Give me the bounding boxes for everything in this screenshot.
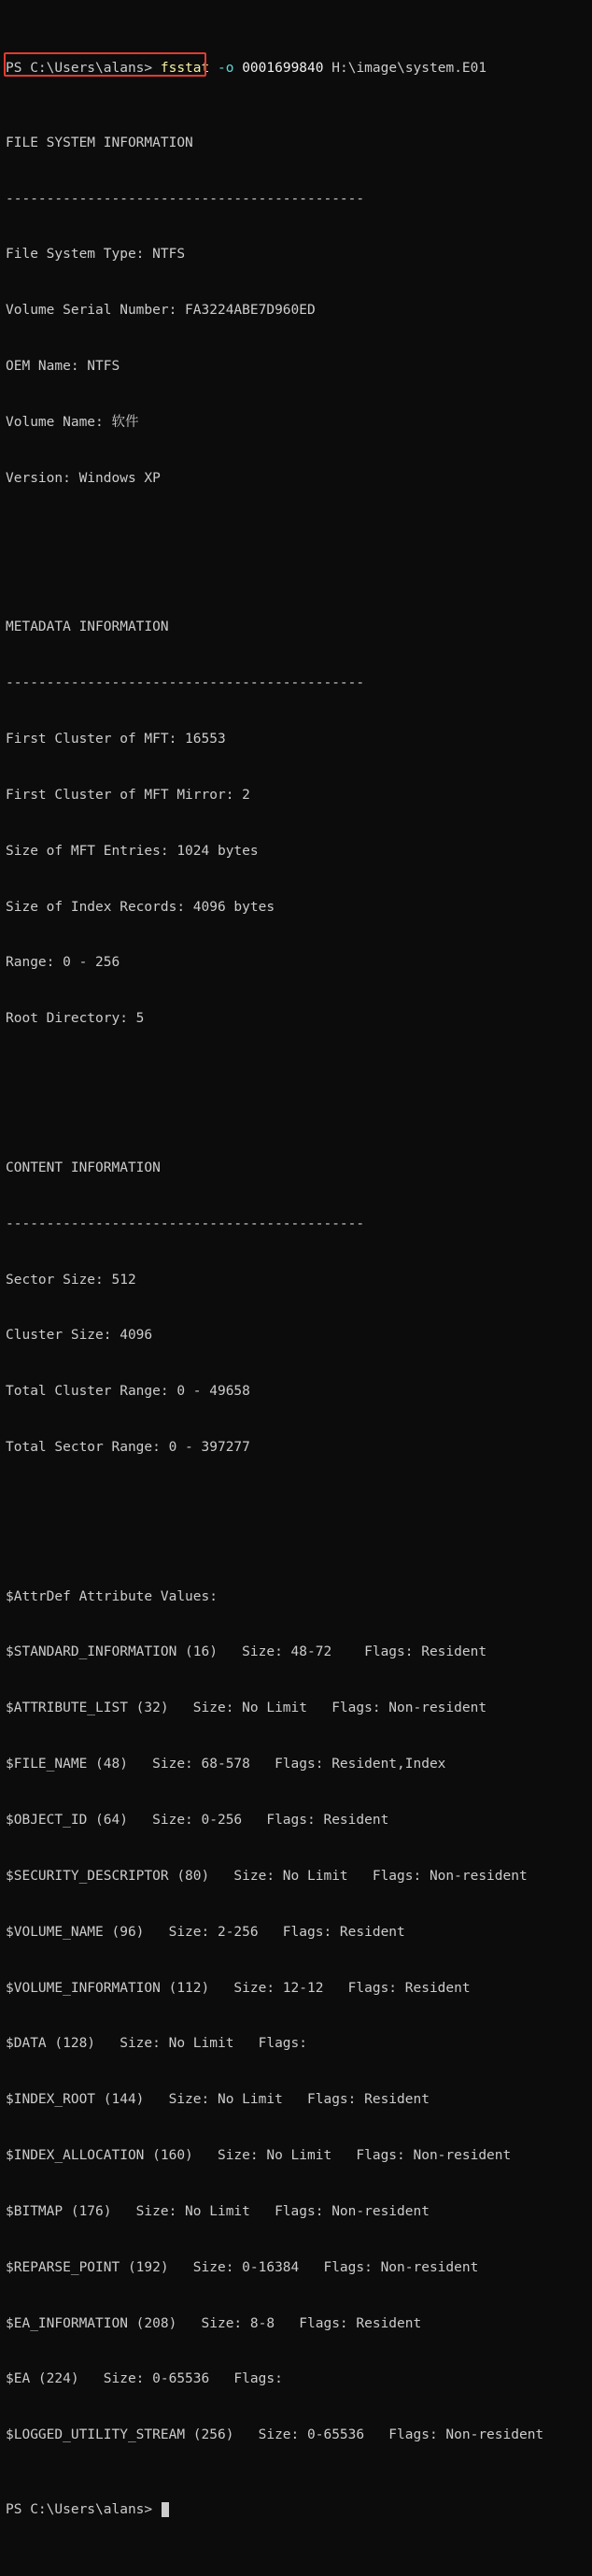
final-prompt-text: PS C:\Users\alans> (6, 2502, 161, 2518)
command-name: fsstat (160, 60, 210, 76)
attrdef-row: $LOGGED_UTILITY_STREAM (256) Size: 0-65536 Flags: Non-resident (6, 2427, 544, 2443)
final-prompt-line[interactable] (6, 2501, 586, 2520)
command-line (6, 60, 586, 78)
content-info-cluster-range: Total Cluster Range: 0 - 49658 (6, 1384, 250, 1400)
content-info-sector-range: Total Sector Range: 0 - 397277 (6, 1440, 250, 1456)
meta-info-index-record-size: Size of Index Records: 4096 bytes (6, 899, 275, 915)
attrdef-row: $REPARSE_POINT (192) Size: 0-16384 Flags: Non-resident (6, 2259, 479, 2275)
attrdef-row: $SECURITY_DESCRIPTOR (80) Size: No Limit Flags: Non-resident (6, 1868, 528, 1884)
fs-info-type: File System Type: NTFS (6, 247, 186, 263)
meta-info-mft-mirror: First Cluster of MFT Mirror: 2 (6, 787, 250, 803)
command-target: H:\image\system.E01 (331, 60, 487, 76)
attrdef-row: $BITMAP (176) Size: No Limit Flags: Non-resident (6, 2203, 430, 2219)
attrdef-row: $FILE_NAME (48) Size: 68-578 Flags: Resident,Index (6, 1757, 446, 1772)
meta-info-mft-entry-size: Size of MFT Entries: 1024 bytes (6, 843, 259, 859)
attrdef-row: $VOLUME_NAME (96) Size: 2-256 Flags: Resident (6, 1924, 405, 1940)
content-info-cluster-size: Cluster Size: 4096 (6, 1328, 153, 1344)
fs-info-volume-name: Volume Name: 软件 (6, 414, 139, 430)
meta-info-range: Range: 0 - 256 (6, 955, 120, 971)
meta-info-mft-first-cluster: First Cluster of MFT: 16553 (6, 732, 226, 747)
prompt-text: PS C:\Users\alans> (6, 60, 161, 76)
content-section-header: CONTENT INFORMATION (6, 1160, 161, 1175)
attrdef-row: $VOLUME_INFORMATION (112) Size: 12-12 Flags: Resident (6, 1980, 471, 1996)
command-offset: 0001699840 (242, 60, 324, 76)
attrdef-row: $OBJECT_ID (64) Size: 0-256 Flags: Resident (6, 1813, 389, 1828)
fs-info-serial: Volume Serial Number: FA3224ABE7D960ED (6, 303, 316, 319)
attrdef-row: $INDEX_ROOT (144) Size: No Limit Flags: Resident (6, 2092, 430, 2108)
attrdef-title: $AttrDef Attribute Values: (6, 1588, 218, 1604)
spacer-1 (6, 545, 586, 563)
text-cursor (162, 2502, 169, 2517)
attrdef-row: $EA_INFORMATION (208) Size: 8-8 Flags: Resident (6, 2315, 422, 2331)
attrdef-row: $EA (224) Size: 0-65536 Flags: (6, 2371, 291, 2387)
spacer-2 (6, 1085, 586, 1103)
content-section-rule: -------------------------------------------- (6, 1216, 365, 1231)
command-flag: -o (218, 60, 234, 76)
attrdef-row: $ATTRIBUTE_LIST (32) Size: No Limit Flags: Non-resident (6, 1701, 487, 1716)
fs-section-rule: -------------------------------------------- (6, 191, 365, 206)
meta-section-rule: -------------------------------------------- (6, 676, 365, 691)
attrdef-row: $DATA (128) Size: No Limit Flags: (6, 2036, 316, 2052)
fs-info-oem: OEM Name: NTFS (6, 359, 120, 375)
fs-section-header: FILE SYSTEM INFORMATION (6, 135, 193, 150)
content-info-sector-size: Sector Size: 512 (6, 1272, 136, 1288)
fs-info-version: Version: Windows XP (6, 470, 161, 486)
attrdef-row: $INDEX_ALLOCATION (160) Size: No Limit Flags: Non-resident (6, 2148, 512, 2164)
meta-info-root-directory: Root Directory: 5 (6, 1011, 145, 1027)
spacer-3 (6, 1514, 586, 1532)
meta-section-header: METADATA INFORMATION (6, 619, 169, 635)
attrdef-row: $STANDARD_INFORMATION (16) Size: 48-72 Flags: Resident (6, 1644, 487, 1660)
